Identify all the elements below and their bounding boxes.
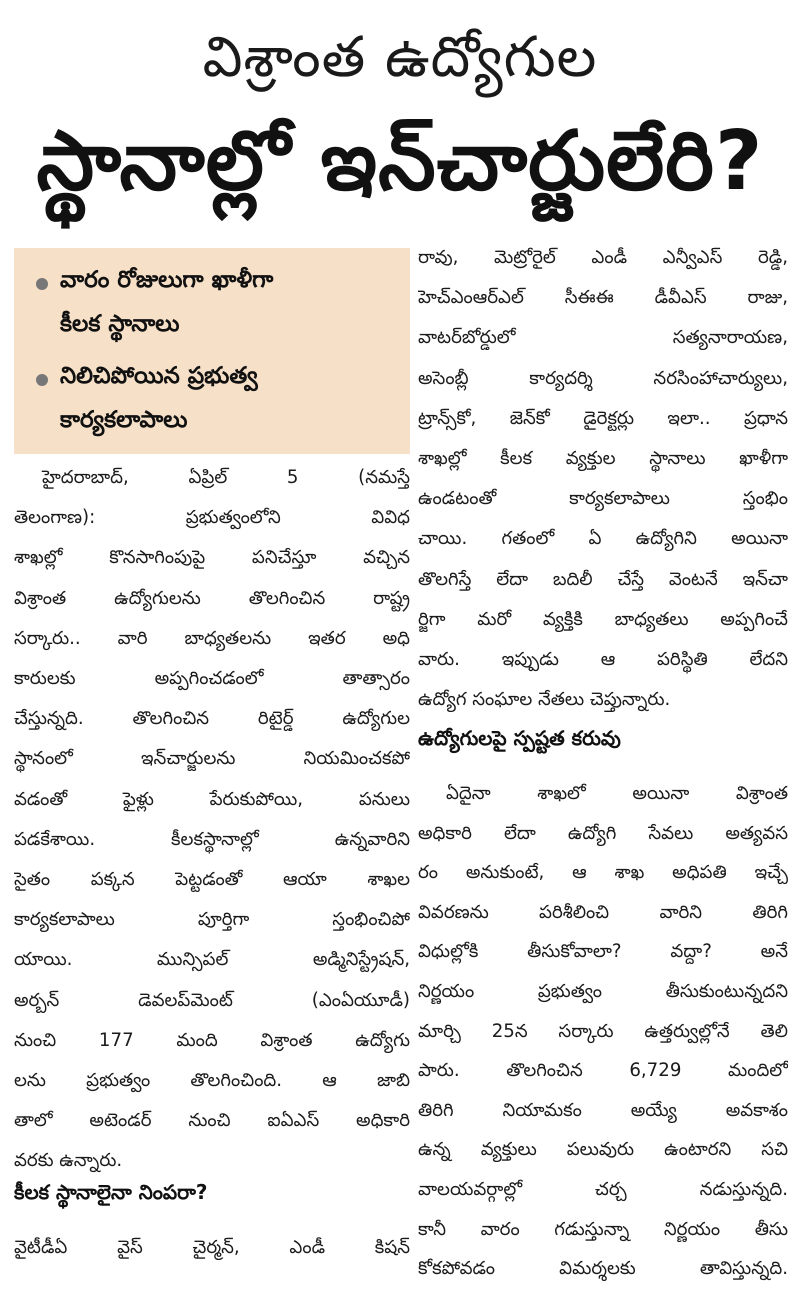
paragraph-line: వాలయవర్గాల్లో చర్చ నడుస్తున్నది. [418,1179,788,1200]
highlights-box [14,248,410,454]
paragraph-line: విశ్రాంత ఉద్యోగులను తొలగించిన రాష్ట్ర [14,587,410,609]
paragraph-line: కారులకు అప్పగించడంలో తాత్సారం [14,668,410,689]
paragraph-line: వారు. ఇప్పుడు ఆ పరిస్థితి లేదని [418,649,788,670]
paragraph-line: వివరణను పరిశీలించి వారిని తిరిగి [418,901,788,923]
paragraph-line: శాఖల్లో కీలక వ్యక్తుల స్థానాలు ఖాళీగా [418,448,788,469]
paragraph-line: పారు. తొలగించిన 6,729 మందిలో [418,1060,788,1082]
paragraph-line: చేస్తున్నది. తొలగించిన రిటైర్డ్ ఉద్యోగుల [14,708,410,730]
paragraph-line: రావు, మెట్రోరైల్ ఎండీ ఎన్వీఎస్ రెడ్డి, [418,247,788,268]
paragraph-line: శాఖల్లో కొనసాగింపుపై పనిచేస్తూ వచ్చిన [14,547,410,569]
paragraph-line: రం అనుకుంటే, ఆ శాఖ అధిపతి ఇచ్చే [418,862,788,884]
paragraph-line: మార్చి 25న సర్కారు ఉత్తర్వుల్లోనే తెలి [418,1020,788,1042]
paragraph-line: హైదరాబాద్, ఏప్రిల్ 5 (నమస్తే [42,467,410,488]
paragraph-line: అసెంబ్లీ కార్యదర్శి నరసింహాచార్యులు, [418,367,788,389]
paragraph-line: స్థానంలో ఇన్‌చార్జులను నియమించకపో [14,748,410,770]
bullet-icon [36,278,48,290]
paragraph-line: ఉండటంతో కార్యకలాపాలు స్తంభిం [418,488,788,510]
paragraph-line: వైటీడీఏ వైస్ చైర్మన్, ఎండీ కిషన్ [14,1237,410,1258]
paragraph-line: నిర్ణయం ప్రభుత్వం తీసుకుంటున్నదని [418,981,788,1002]
paragraph-line: పడకేశాయి. కీలకస్థానాల్లో ఉన్నవారిని [14,828,410,850]
paragraph-line: ఉన్న వ్యక్తులు పలువురు ఉంటారని సచి [418,1139,788,1161]
paragraph-line: సర్కారు.. వారి బాధ్యతలను ఇతర అధి [14,627,410,649]
paragraph-line: విధుల్లోకి తీసుకోవాలా? వద్దా? అనే [418,941,788,963]
paragraph-line: ఏదైనా శాఖలో అయినా విశ్రాంత [446,783,788,804]
paragraph-line: సైతం పక్కన పెట్టడంతో ఆయా శాఖల [14,869,410,890]
paragraph-line: హెచ్‌ఎంఆర్‌ఎల్ సీఈఈ డీవీఎస్ రాజు, [418,287,788,309]
paragraph-line: కోకపోవడం విమర్శలకు తావిస్తున్నది. [418,1258,788,1280]
paragraph-line: అధికారి లేదా ఉద్యోగి సేవలు అత్యవస [418,822,788,844]
paragraph-line: కార్యకలాపాలు పూర్తిగా స్తంభించిపో [14,909,410,931]
paragraph-line: వరకు ఉన్నారు. [14,1150,123,1172]
paragraph-line: తొలగిస్తే లేదా బదిలీ చేస్తే వెంటనే ఇన్‌చా [418,568,788,590]
paragraph-line: తిరిగి నియామకం అయ్యే అవకాశం [418,1099,788,1121]
paragraph-line: తాలో అటెండర్ నుంచి ఐఏఎస్ అధికారి [14,1110,410,1132]
headline-line-1: విశ్రాంత ఉద్యోగుల [202,25,598,90]
bullet-icon [36,374,48,386]
highlight-text: వారం రోజులుగా ఖాళీగా కీలక స్థానాలు [60,267,274,337]
section-subheading: ఉద్యోగులపై స్పష్టత కరువు [418,726,621,750]
paragraph-line: అర్బన్ డెవలప్‌మెంట్ (ఎంఏయూడీ) [14,989,410,1011]
paragraph-line: వడంతో ఫైళ్లు పేరుకుపోయి, పనులు [14,788,410,810]
highlight-item [32,258,398,346]
paragraph-line: నుంచి 177 మంది విశ్రాంత ఉద్యోగు [14,1029,410,1051]
section-subheading: కీలక స్థానాలైనా నింపరా? [14,1180,208,1204]
paragraph-line: తెలంగాణ): ప్రభుత్వంలోని వివిధ [14,507,410,529]
highlight-text: నిలిచిపోయిన ప్రభుత్వ కార్యకలాపాలు [60,363,258,433]
paragraph-line: ట్రాన్స్‌కో, జెన్‌కో డైరెక్టర్లు ఇలా.. ప్రధాన [418,407,788,429]
paragraph-line: యాయి. మున్సిపల్ అడ్మినిస్ట్రేషన్, [14,949,410,971]
paragraph-line: చాయి. గతంలో ఏ ఉద్యోగిని అయినా [418,528,788,550]
highlight-item [32,354,398,442]
headline-line-2: స్థానాల్లో ఇన్‌చార్జులేరి? [36,114,764,209]
paragraph-line: లను ప్రభుత్వం తొలగించింది. ఆ జాబి [14,1070,410,1091]
paragraph-line: వాటర్‌బోర్డులో సత్యనారాయణ, [418,327,788,349]
paragraph-line: కానీ వారం గడుస్తున్నా నిర్ణయం తీసు [418,1218,788,1240]
paragraph-line: ఉద్యోగ సంఘాల నేతలు చెప్తున్నారు. [418,689,671,711]
paragraph-line: ర్జిగా మరో వ్యక్తికి బాధ్యతలు అప్పగించే [418,608,788,630]
